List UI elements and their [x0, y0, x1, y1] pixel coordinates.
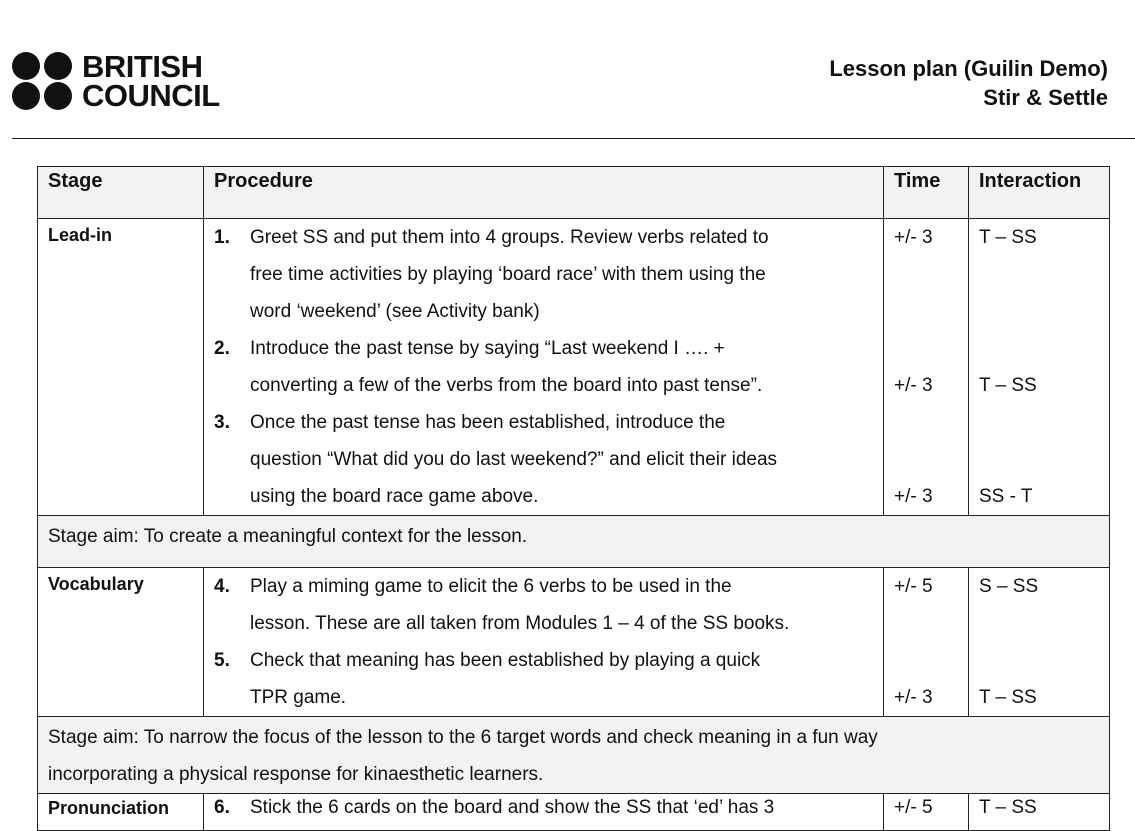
procedure-step: 4. Play a miming game to elicit the 6 verbs to be used in the lesson. These are all taken from Modules 1 – 4 of the SS books. — [214, 576, 790, 634]
procedure-cell — [204, 219, 884, 516]
logo-wordmark: BRITISH COUNCIL — [82, 49, 220, 113]
procedure-step: 5. Check that meaning has been established by playing a quick TPR game. — [214, 650, 761, 708]
table-row-pronunciation — [38, 794, 1110, 831]
stage-cell: Vocabulary — [38, 568, 204, 717]
stage-cell: Lead-in — [38, 219, 204, 516]
header-time: Time — [884, 167, 969, 219]
procedure-step: 2. Introduce the past tense by saying “Last weekend I …. + converting a few of the verbs from the board into past tense”. — [214, 338, 763, 396]
time-cell: +/- 5 +/- 3 — [884, 568, 969, 717]
header-stage: Stage — [38, 167, 204, 219]
header-divider — [12, 138, 1135, 139]
header-interaction: Interaction — [969, 167, 1110, 219]
interaction-cell: S – SS T – SS — [969, 568, 1110, 717]
title-line-1: Lesson plan (Guilin Demo) — [829, 56, 1108, 81]
procedure-step: 3. Once the past tense has been established, introduce the question “What did you do last weekend?” and elicit their ideas using the board race game above. — [214, 412, 778, 507]
table-row-leadin — [38, 219, 1110, 516]
procedure-step: 1. Greet SS and put them into 4 groups. Review verbs related to free time activities by playing ‘board race’ with them using the word ‘weekend’ (see Activity bank) — [214, 227, 769, 322]
stage-aim-row — [38, 717, 1110, 794]
stage-aim-row — [38, 516, 1110, 568]
stage-aim-leadin: Stage aim: To create a meaningful context for the lesson. — [38, 516, 1110, 568]
logo-dots-icon — [12, 52, 72, 110]
time-cell: +/- 3 +/- 3 +/- 3 — [884, 219, 969, 516]
british-council-logo — [12, 49, 220, 113]
table-row-vocabulary — [38, 568, 1110, 717]
document-title — [829, 54, 1108, 112]
stage-aim-vocabulary: Stage aim: To narrow the focus of the lesson to the 6 target words and check meaning in a fun way incorporating a physical response for kinaesthetic learners. — [38, 717, 1110, 794]
table-header-row — [38, 167, 1110, 219]
header-procedure: Procedure — [204, 167, 884, 219]
title-line-2: Stir & Settle — [983, 85, 1108, 110]
procedure-step: 6. Stick the 6 cards on the board and show the SS that ‘ed’ has 3 — [214, 797, 775, 818]
procedure-cell — [204, 568, 884, 717]
time-cell: +/- 5 — [884, 794, 969, 831]
stage-cell: Pronunciation — [38, 794, 204, 831]
lesson-plan-table — [37, 166, 1110, 831]
interaction-cell: T – SS T – SS SS - T — [969, 219, 1110, 516]
interaction-cell: T – SS — [969, 794, 1110, 831]
procedure-cell — [204, 794, 884, 831]
